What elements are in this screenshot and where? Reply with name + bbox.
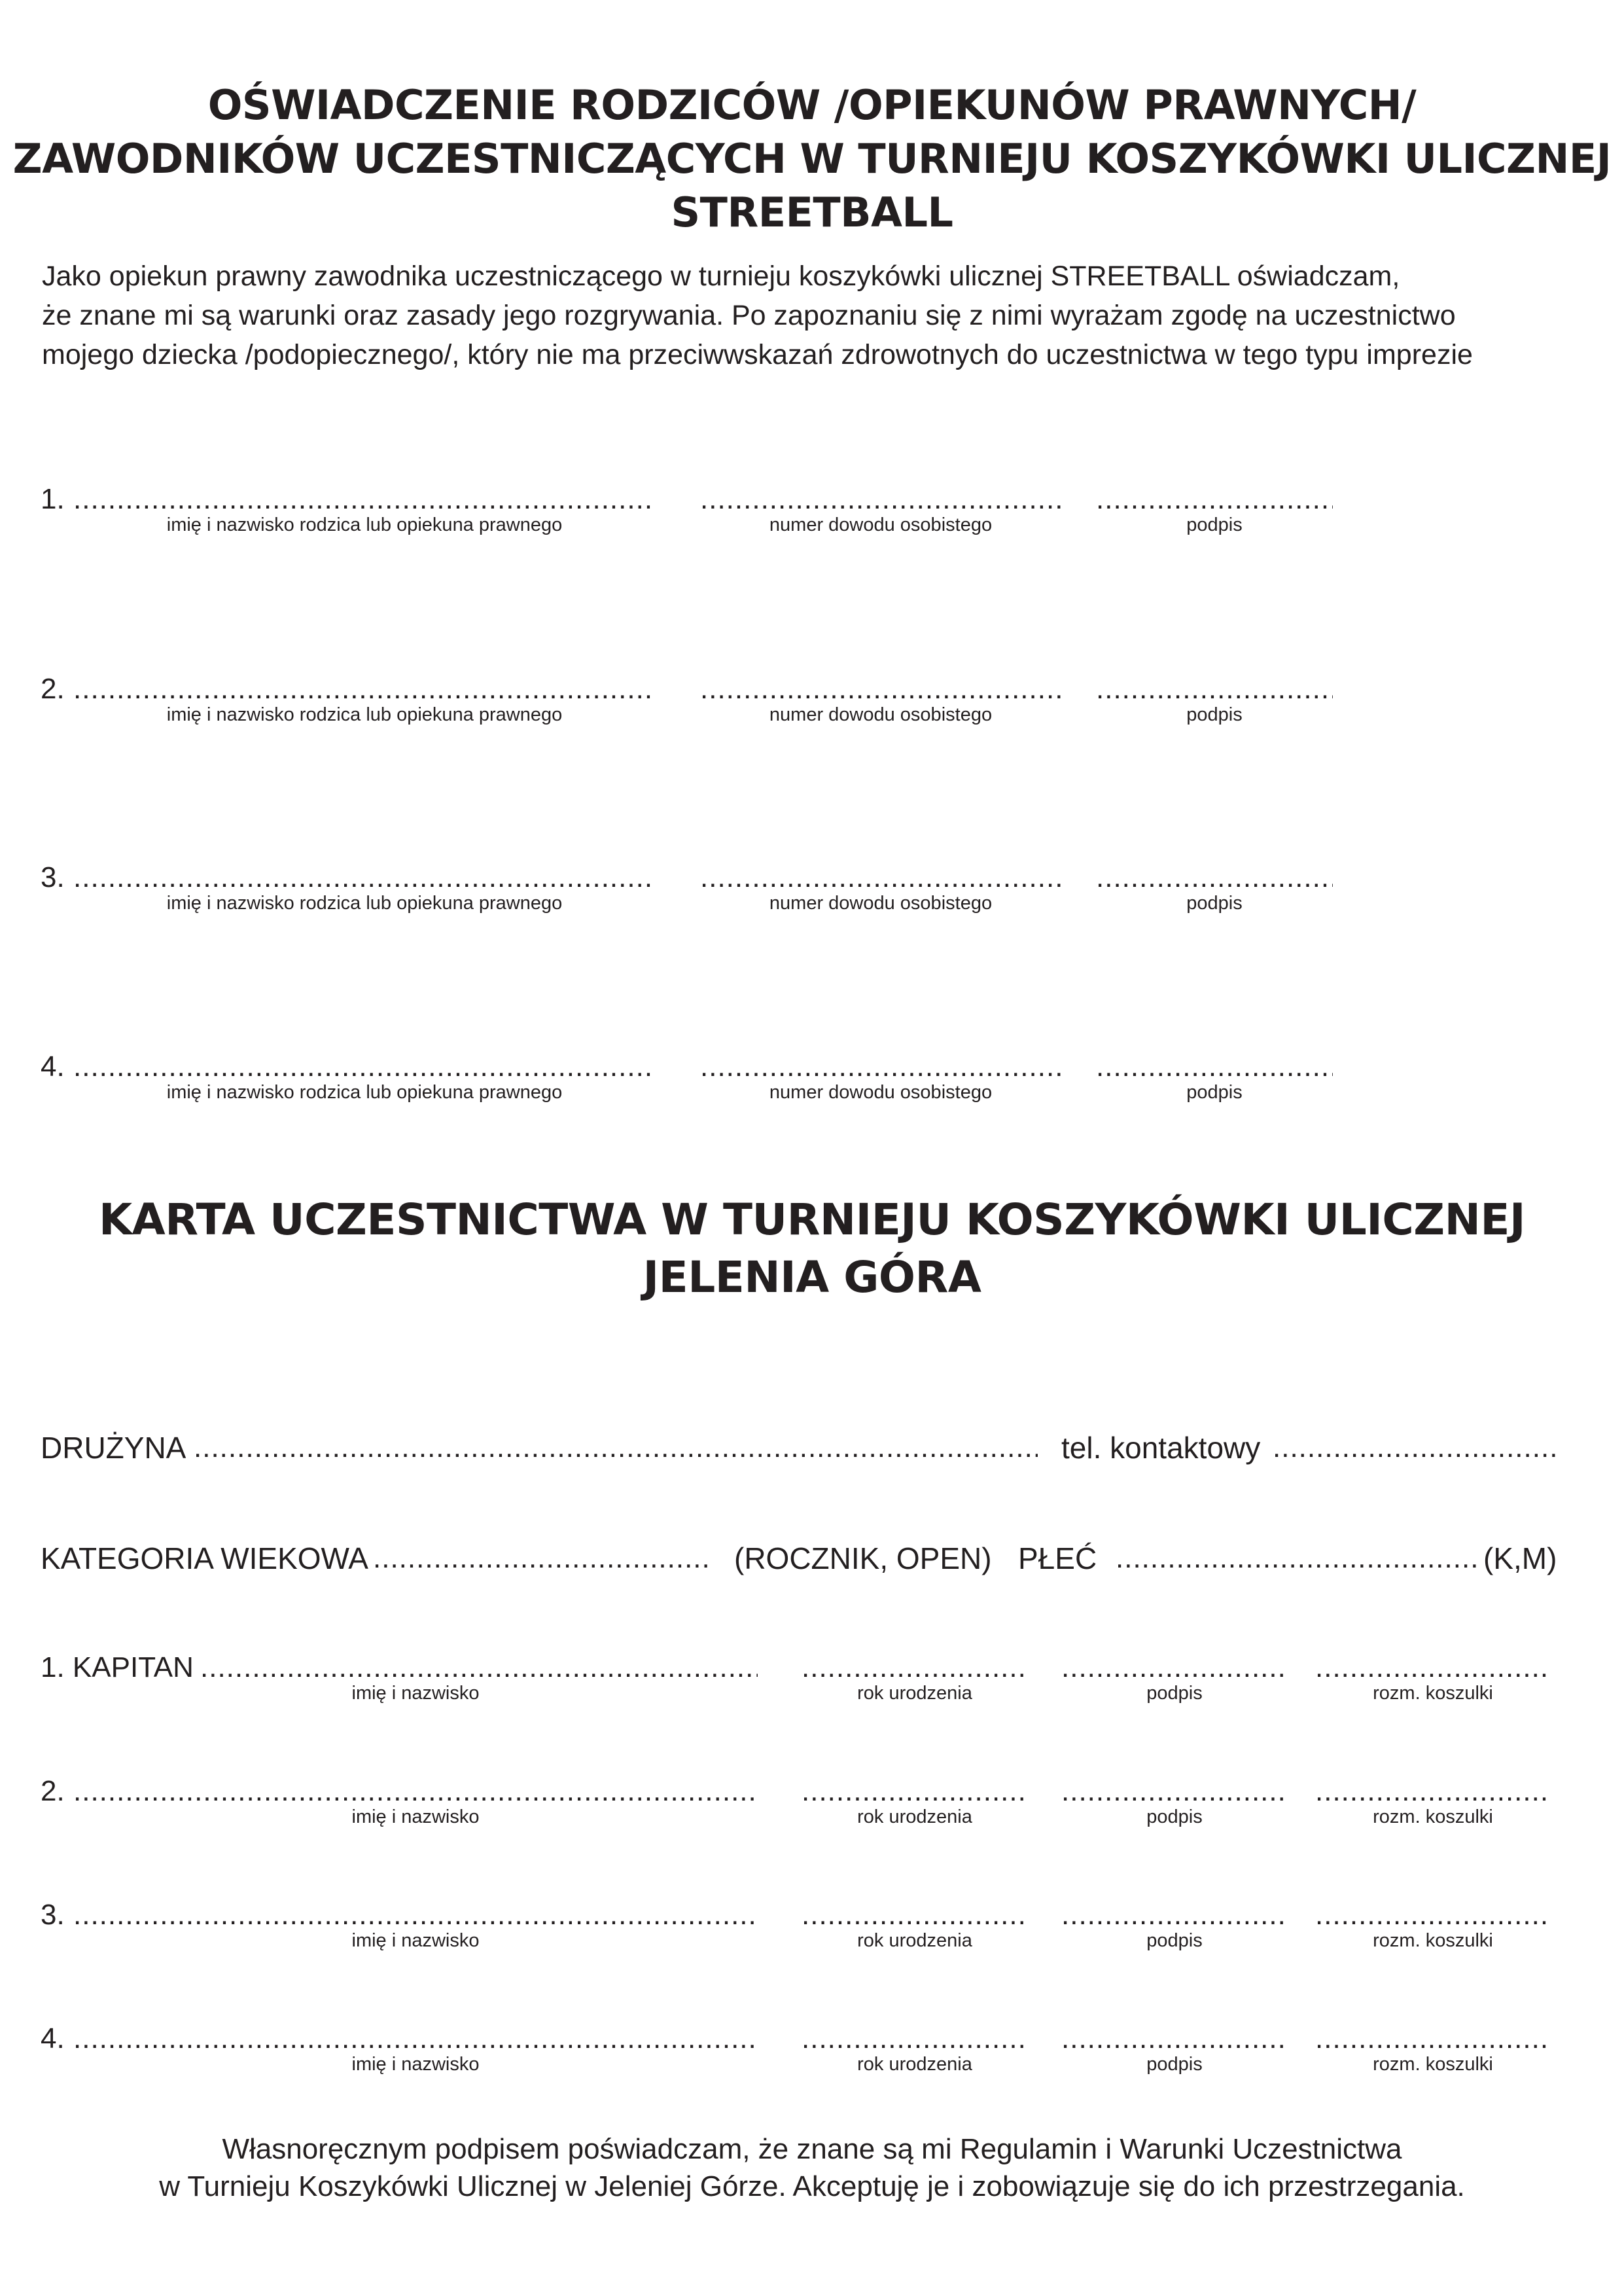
declaration-title-line: OŚWIADCZENIE RODZICÓW /OPIEKUNÓW PRAWNYCH/ — [207, 81, 1417, 129]
guardian-row — [0, 671, 1624, 743]
player-birth-year-field[interactable] — [802, 1897, 1028, 1933]
player-shirt-size-caption: rozm. koszulki — [1373, 2054, 1493, 2075]
card-title — [0, 1191, 1624, 1306]
guardian-name-field[interactable] — [73, 859, 656, 896]
player-signature-caption: podpis — [1146, 1806, 1203, 1827]
card-title-line: JELENIA GÓRA — [643, 1252, 981, 1302]
guardian-signature-field[interactable] — [1096, 671, 1333, 708]
row-number: 1. — [41, 483, 65, 515]
row-number: 3. — [41, 1899, 65, 1931]
player-signature-field[interactable] — [1061, 1897, 1288, 1933]
guardian-signature-field[interactable] — [1096, 481, 1333, 518]
guardian-name-field[interactable] — [73, 1049, 656, 1085]
player-name-caption: imię i nazwisko — [351, 2054, 480, 2075]
declaration-title — [0, 79, 1624, 240]
footer-line: w Turnieju Koszykówki Ulicznej w Jeleniej Górze. Akceptuję je i zobowiązuje się do ich przestrzegania. — [159, 2170, 1465, 2202]
intro-line: Jako opiekun prawny zawodnika uczestniczącego w turnieju koszykówki ulicznej STREETBALL oświadczam, — [42, 260, 1400, 292]
guardian-name-field[interactable] — [73, 671, 656, 708]
guardian-name-caption: imię i nazwisko rodzica lub opiekuna prawnego — [166, 1082, 563, 1103]
guardian-signature-caption: podpis — [1186, 704, 1243, 725]
gender-hint: (K,M) — [1483, 1541, 1557, 1575]
team-line — [0, 1429, 1624, 1469]
player-shirt-size-caption: rozm. koszulki — [1373, 1930, 1493, 1951]
player-birth-year-caption: rok urodzenia — [857, 1806, 972, 1827]
player-shirt-size-field[interactable] — [1315, 2020, 1551, 2057]
player-signature-caption: podpis — [1146, 2054, 1203, 2075]
declaration-intro — [42, 257, 1599, 374]
declaration-title-line: ZAWODNIKÓW UCZESTNICZĄCYCH W TURNIEJU KOSZYKÓWKI ULICZNEJ — [12, 135, 1612, 183]
row-number: 3. — [41, 861, 65, 893]
player-shirt-size-field[interactable] — [1315, 1649, 1551, 1686]
guardian-id-caption: numer dowodu osobistego — [769, 704, 993, 725]
guardian-row — [0, 481, 1624, 553]
player-row — [0, 1897, 1624, 1969]
player-signature-field[interactable] — [1061, 2020, 1288, 2057]
guardian-signature-caption: podpis — [1186, 514, 1243, 535]
category-label: KATEGORIA WIEKOWA — [41, 1541, 368, 1575]
card-title-line: KARTA UCZESTNICTWA W TURNIEJU KOSZYKÓWKI ULICZNEJ — [98, 1194, 1526, 1245]
category-field[interactable] — [373, 1540, 708, 1577]
guardian-signature-caption: podpis — [1186, 893, 1243, 914]
row-number: 4. — [41, 2022, 65, 2054]
player-shirt-size-field[interactable] — [1315, 1773, 1551, 1810]
guardian-id-field[interactable] — [700, 671, 1061, 708]
player-shirt-size-caption: rozm. koszulki — [1373, 1806, 1493, 1827]
guardian-id-field[interactable] — [700, 859, 1061, 896]
guardian-row — [0, 859, 1624, 931]
phone-field[interactable] — [1273, 1429, 1561, 1466]
player-birth-year-field[interactable] — [802, 2020, 1028, 2057]
player-shirt-size-caption: rozm. koszulki — [1373, 1683, 1493, 1704]
row-number: 2. — [41, 673, 65, 705]
guardian-id-caption: numer dowodu osobistego — [769, 1082, 993, 1103]
row-number: 1. KAPITAN — [41, 1651, 194, 1683]
player-signature-caption: podpis — [1146, 1930, 1203, 1951]
team-label: DRUŻYNA — [41, 1431, 186, 1465]
player-signature-field[interactable] — [1061, 1773, 1288, 1810]
row-number: 2. — [41, 1775, 65, 1807]
guardian-signature-field[interactable] — [1096, 1049, 1333, 1085]
player-birth-year-caption: rok urodzenia — [857, 1683, 972, 1704]
player-name-caption: imię i nazwisko — [351, 1930, 480, 1951]
player-signature-caption: podpis — [1146, 1683, 1203, 1704]
guardian-id-caption: numer dowodu osobistego — [769, 514, 993, 535]
player-row — [0, 1773, 1624, 1845]
phone-label: tel. kontaktowy — [1061, 1431, 1261, 1465]
guardian-signature-field[interactable] — [1096, 859, 1333, 896]
player-name-field[interactable] — [73, 2020, 758, 2057]
player-birth-year-caption: rok urodzenia — [857, 1930, 972, 1951]
player-name-caption: imię i nazwisko — [351, 1806, 480, 1827]
player-birth-year-caption: rok urodzenia — [857, 2054, 972, 2075]
player-name-caption: imię i nazwisko — [351, 1683, 480, 1704]
player-birth-year-field[interactable] — [802, 1649, 1028, 1686]
team-name-field[interactable] — [194, 1429, 1038, 1466]
guardian-name-caption: imię i nazwisko rodzica lub opiekuna prawnego — [166, 514, 563, 535]
player-signature-field[interactable] — [1061, 1649, 1288, 1686]
guardian-signature-caption: podpis — [1186, 1082, 1243, 1103]
category-hint: (ROCZNIK, OPEN) — [734, 1541, 992, 1575]
guardian-row — [0, 1049, 1624, 1121]
footer-statement — [0, 2130, 1624, 2205]
declaration-title-line: STREETBALL — [671, 188, 953, 236]
footer-line: Własnoręcznym podpisem poświadczam, że znane są mi Regulamin i Warunki Uczestnictwa — [222, 2133, 1402, 2165]
player-name-field[interactable] — [73, 1773, 758, 1810]
guardian-name-field[interactable] — [73, 481, 656, 518]
intro-line: mojego dziecka /podopiecznego/, który nie ma przeciwwskazań zdrowotnych do uczestnictwa w tego typu imprezie — [42, 339, 1473, 370]
player-row — [0, 2020, 1624, 2092]
guardian-id-field[interactable] — [700, 481, 1061, 518]
player-birth-year-field[interactable] — [802, 1773, 1028, 1810]
player-name-field[interactable] — [73, 1897, 758, 1933]
guardian-id-field[interactable] — [700, 1049, 1061, 1085]
guardian-name-caption: imię i nazwisko rodzica lub opiekuna prawnego — [166, 893, 563, 914]
gender-field[interactable] — [1116, 1540, 1477, 1577]
guardian-id-caption: numer dowodu osobistego — [769, 893, 993, 914]
guardian-name-caption: imię i nazwisko rodzica lub opiekuna prawnego — [166, 704, 563, 725]
gender-label: PŁEĆ — [1018, 1541, 1097, 1575]
player-row — [0, 1649, 1624, 1721]
intro-line: że znane mi są warunki oraz zasady jego rozgrywania. Po zapoznaniu się z nimi wyrażam zgodę na uczestnictwo — [42, 300, 1456, 331]
category-line — [0, 1540, 1624, 1579]
player-shirt-size-field[interactable] — [1315, 1897, 1551, 1933]
row-number: 4. — [41, 1050, 65, 1083]
player-name-field[interactable] — [200, 1649, 758, 1686]
